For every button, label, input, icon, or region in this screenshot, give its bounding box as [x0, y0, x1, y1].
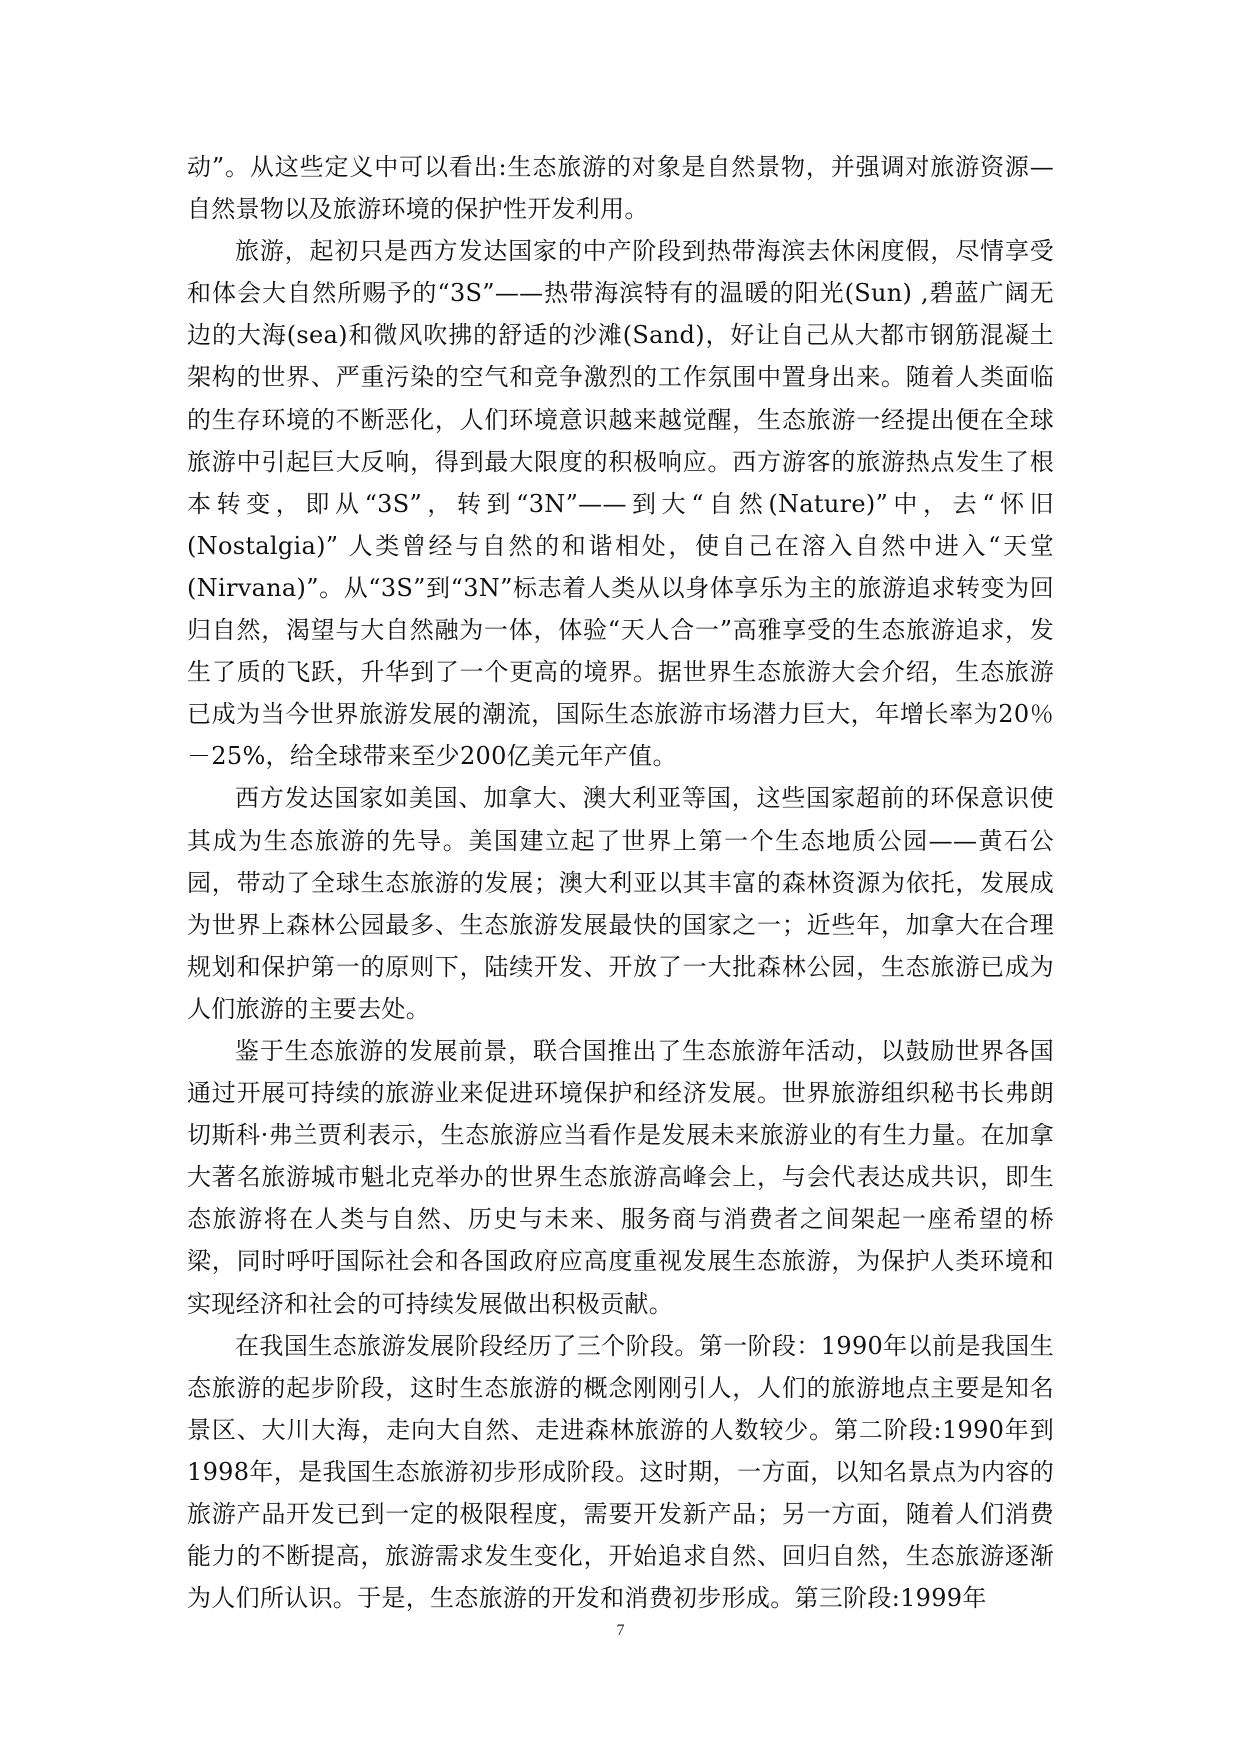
paragraph-3s-to-3n: 旅游，起初只是西方发达国家的中产阶段到热带海滨去休闲度假，尽情享受和体会大自然所赐予的“3S”——热带海滨特有的温暖的阳光(Sun) ,碧蓝广阔无边的大海(sea)和微风吹拂的舒适的沙滩(Sand)，好让自己从大都市钢筋混凝土架构的世界、严重污染的空气和竞争激烈的工作氛围中置身出来。随着人类面临的生存环境的不断恶化，人们环境意识越来越觉醒，生态旅游一经提出便在全球旅游中引起巨大反响，得到最大限度的积极响应。西方游客的旅游热点发生了根本转变，即从“3S”，转到“3N”——到大“自然(Nature)”中，去“怀旧(Nostalgia)” 人类曾经与自然的和谐相处，使自己在溶入自然中进入“天堂(Nirvana)”。从“3S”到“3N”标志着人类从以身体享乐为主的旅游追求转变为回归自然，渴望与大自然融为一体，体验“天人合一”高雅享受的生态旅游追求，发生了质的飞跃，升华到了一个更高的境界。据世界生态旅游大会介绍，生态旅游已成为当今世界旅游发展的潮流，国际生态旅游市场潜力巨大，年增长率为20％－25%，给全球带来至少200亿美元年产值。: [187, 237, 1054, 771]
page-number: 7: [616, 1622, 625, 1639]
paragraph-united-nations: 鉴于生态旅游的发展前景，联合国推出了生态旅游年活动，以鼓励世界各国通过开展可持续的旅游业来促进环境保护和经济发展。世界旅游组织秘书长弗朗切斯科·弗兰贾利表示，生态旅游应当看作是发展未来旅游业的有生力量。在加拿大著名旅游城市魁北克举办的世界生态旅游高峰会上，与会代表达成共识，即生态旅游将在人类与自然、历史与未来、服务商与消费者之间架起一座希望的桥梁，同时呼吁国际社会和各国政府应高度重视发展生态旅游，为保护人类环境和实现经济和社会的可持续发展做出积极贡献。: [187, 1036, 1054, 1318]
paragraph-western-countries: 西方发达国家如美国、加拿大、澳大利亚等国，这些国家超前的环保意识使其成为生态旅游的先导。美国建立起了世界上第一个生态地质公园——黄石公园，带动了全球生态旅游的发展；澳大利亚以其丰富的森林资源为依托，发展成为世界上森林公园最多、生态旅游发展最快的国家之一；近些年，加拿大在合理规划和保护第一的原则下，陆续开发、开放了一大批森林公园，生态旅游已成为人们旅游的主要去处。: [187, 784, 1054, 1023]
paragraph-continued: 动”。从这些定义中可以看出:生态旅游的对象是自然景物，并强调对旅游资源—自然景物以及旅游环境的保护性开发利用。: [187, 153, 1054, 224]
paragraph-china-stages: 在我国生态旅游发展阶段经历了三个阶段。第一阶段：1990年以前是我国生态旅游的起步阶段，这时生态旅游的概念刚刚引人，人们的旅游地点主要是知名景区、大川大海，走向大自然、走进森林旅游的人数较少。第二阶段:1990年到1998年，是我国生态旅游初步形成阶段。这时期，一方面，以知名景点为内容的旅游产品开发已到一定的极限程度，需要开发新产品；另一方面，随着人们消费能力的不断提高，旅游需求发生变化，开始追求自然、回归自然，生态旅游逐渐为人们所认识。于是，生态旅游的开发和消费初步形成。第三阶段:1999年: [187, 1331, 1054, 1613]
document-body: [187, 146, 1054, 1619]
